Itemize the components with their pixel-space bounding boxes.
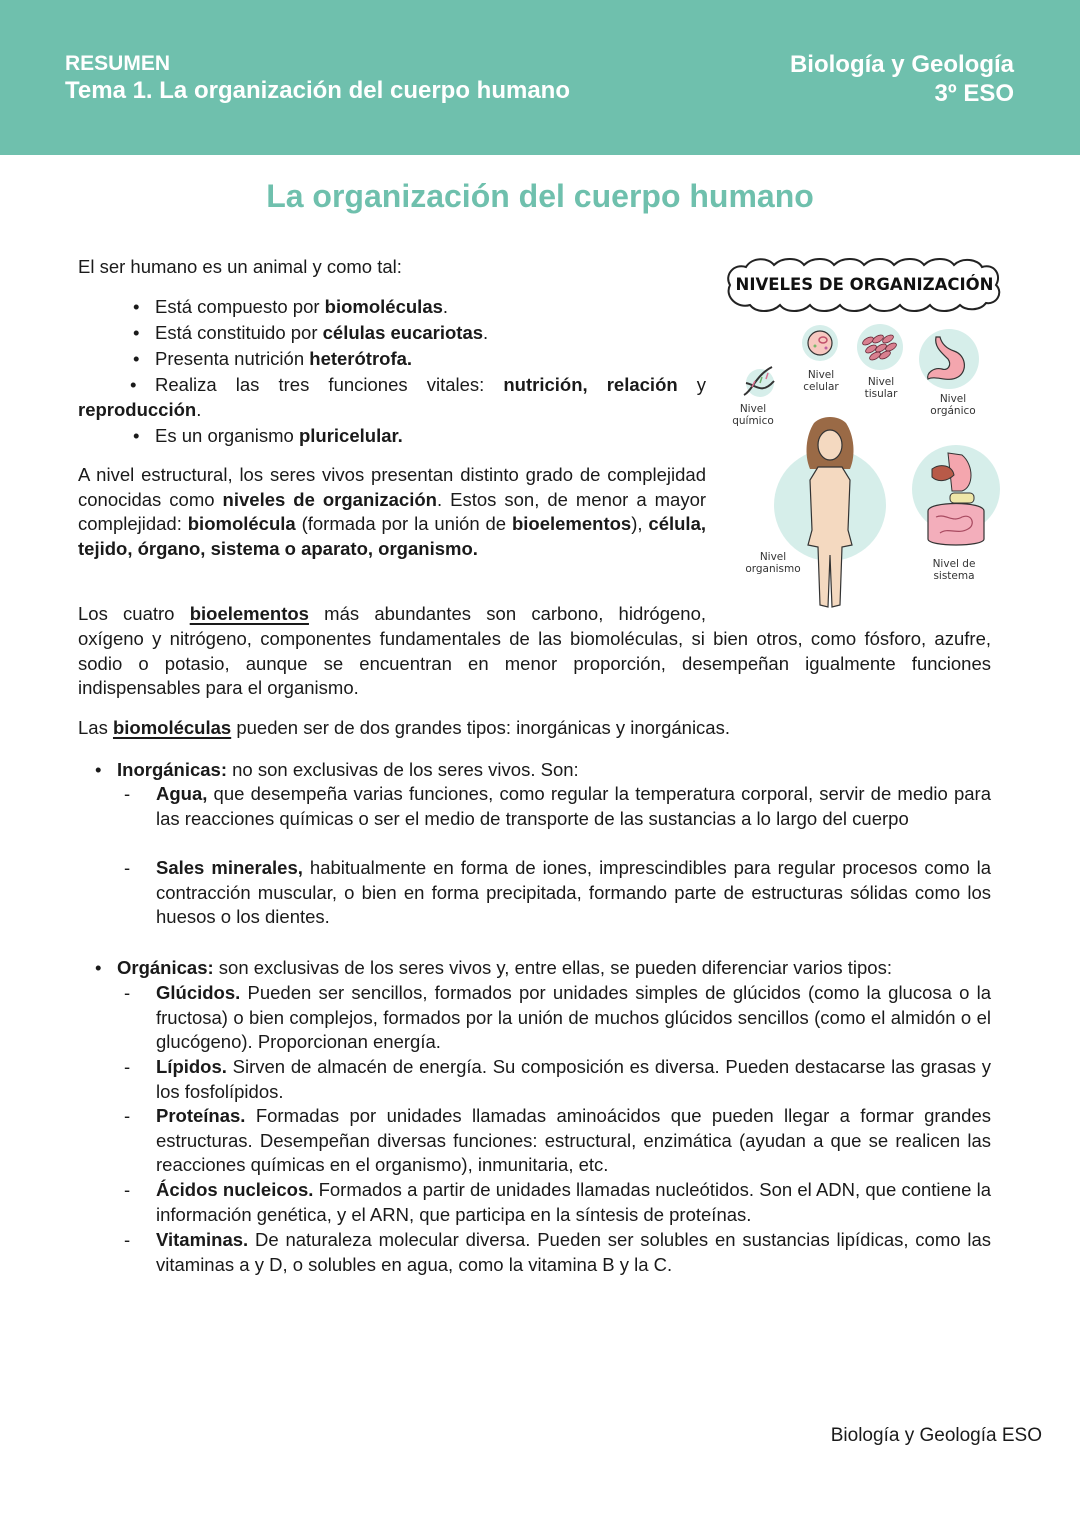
para-underlined: biomoléculas (112, 717, 232, 738)
intro-bullet (78, 373, 706, 422)
item-text: que desempeña varias funciones, como regular la temperatura corporal, servir de medio para las reacciones químicas o ser el medio de transporte de las sustancias a lo largo del cuerpo (156, 783, 991, 829)
bullet-text: Presenta nutrición (155, 348, 310, 369)
item-text: Sirven de almacén de energía. Su composición es diversa. Pueden destacarse las grasas y los fosfolípidos. (156, 1056, 991, 1102)
para-text: Los cuatro (78, 603, 190, 624)
para-bold: bioelementos (511, 513, 632, 535)
level-line: Nivel de (932, 558, 976, 570)
level-label-organismo (738, 551, 808, 575)
level-label-tisular (854, 376, 908, 400)
intro-bullet (155, 295, 448, 320)
header-right (790, 50, 1014, 108)
level-line: Nivel (807, 369, 835, 381)
level-line: tisular (864, 388, 898, 400)
para-text: ), (631, 513, 649, 535)
page-title: La organización del cuerpo humano (266, 178, 814, 214)
header-subject: Biología y Geología (789, 51, 1014, 78)
item-text: Formadas por unidades llamadas aminoácidos que pueden llegar a formar grandes estructuras. Desempeñan diversas funciones: estructural, enzimática (ayudan a que se realicen las reacciones químicas en el organismo), inmunitaria, etc. (156, 1105, 991, 1176)
inorganic-heading (117, 758, 579, 783)
bullet-text: . (196, 398, 202, 420)
bullet-text: y (677, 374, 707, 395)
level-line: Nivel (867, 376, 895, 388)
level-line: orgánico (930, 405, 976, 417)
page-footer: Biología y Geología ESO (830, 1425, 1042, 1446)
item-bold: Ácidos nucleicos. (156, 1179, 314, 1200)
header-banner (0, 0, 1080, 155)
para-bold: célula, tejido, órgano, sistema o aparato, organismo. (78, 513, 706, 559)
item-bold: Agua, (156, 783, 208, 804)
section-bold: Orgánicas: (117, 957, 214, 978)
bullet-bold: células eucariotas (322, 322, 484, 343)
section-text: son exclusivas de los seres vivos y, entre ellas, se pueden diferenciar varios tipos: (213, 957, 892, 978)
organic-item (156, 1104, 991, 1178)
organic-item (156, 981, 991, 1055)
item-text: Formados a partir de unidades llamadas nucleótidos. Son el ADN, que contiene la información genética, y el ARN, que participa en la síntesis de proteínas. (156, 1179, 991, 1225)
para-bold: biomolécula (187, 513, 296, 535)
header-left (65, 52, 570, 106)
item-bold: Lípidos. (156, 1056, 227, 1077)
para-bold: niveles de organización (222, 488, 437, 510)
bullet-text: . (442, 296, 449, 317)
biomolecules-paragraph (78, 716, 730, 741)
bullet-text: Está constituido por (155, 322, 323, 343)
bullet-dot: • (130, 374, 137, 395)
level-line: celular (803, 381, 839, 393)
levels-paragraph (78, 463, 706, 561)
level-label-sistema (922, 558, 986, 582)
para-underlined: bioelementos (189, 603, 309, 624)
para-text: Las (78, 717, 113, 738)
bullet-bold: nutrición, relación (503, 374, 678, 395)
bullet-bold: heterótrofa. (309, 348, 413, 369)
header-grade: 3º ESO (934, 80, 1014, 107)
level-line: químico (732, 415, 774, 427)
para-text: (formada por la unión de (295, 513, 512, 535)
header-topic: Tema 1. La organización del cuerpo humano (65, 77, 570, 104)
item-text: Pueden ser sencillos, formados por unidades simples de glúcidos (como la glucosa o la fructosa) o bien complejos, formados por la unión de muchos glúcidos sencillos (como el almidón o el glucógeno). Proporcionan energía. (156, 982, 991, 1053)
item-text: De naturaleza molecular diversa. Pueden ser solubles en sustancias lipídicas, como las vitaminas a y D, o solubles en agua, como la vitamina B y la C. (156, 1229, 991, 1275)
bullet-text: Realiza las tres funciones vitales: (155, 374, 504, 395)
intestine-icon (928, 504, 984, 546)
header-label: RESUMEN (65, 52, 171, 75)
intro-bullet (155, 321, 488, 346)
para-text: pueden ser de dos grandes tipos: inorgánicas y inorgánicas. (231, 717, 730, 738)
item-bold: Glúcidos. (156, 982, 241, 1003)
organic-item (156, 1228, 991, 1277)
body-icon (808, 467, 852, 607)
level-line: Nivel (759, 551, 787, 563)
intro-bullet (155, 347, 412, 372)
level-line: Nivel (739, 403, 767, 415)
level-line: organismo (745, 563, 801, 575)
level-label-quimico (726, 403, 780, 427)
infographic-title: NIVELES DE ORGANIZACIÓN (735, 275, 994, 294)
levels-infographic (722, 255, 1007, 620)
item-bold: Vitaminas. (156, 1229, 249, 1250)
section-text: no son exclusivas de los seres vivos. Son: (227, 759, 579, 780)
cell-icon (808, 331, 832, 355)
bullet-text: Es un organismo (155, 425, 299, 446)
inorganic-item (156, 782, 991, 831)
item-text: habitualmente en forma de iones, imprescindibles para regular procesos como la contracción muscular, o bien en forma precipitada, formando parte de estructuras sólidas como los huesos o los dientes. (156, 857, 991, 928)
level-line: sistema (933, 570, 975, 582)
inorganic-item (156, 856, 991, 930)
intro-lead: El ser humano es un animal y como tal: (78, 256, 402, 277)
bioelements-paragraph: oxígeno y nitrógeno, componentes fundamentales de las biomoléculas, si bien otros, como fósforo, azufre, sodio o potasio, aunque se encuentran en menor proporción, desempeñan igualmente funciones indispensables para el organismo. (78, 628, 991, 699)
item-bold: Proteínas. (156, 1105, 246, 1126)
item-bold: Sales minerales, (156, 857, 303, 878)
section-bold: Inorgánicas: (117, 759, 227, 780)
level-label-organico (920, 393, 986, 417)
para-text: A nivel estructural, los seres vivos presentan distinto grado de complejidad conocidas como (78, 464, 706, 510)
bullet-text: Está compuesto por (155, 296, 325, 317)
organic-item (156, 1178, 991, 1227)
bioelements-line1 (78, 602, 706, 627)
bullet-bold: biomoléculas (324, 296, 443, 317)
level-label-celular (794, 369, 848, 393)
level-line: Nivel (939, 393, 967, 405)
face-icon (818, 430, 842, 460)
intro-bullet (155, 424, 403, 449)
organic-heading (117, 956, 892, 981)
bullet-bold: pluricelular. (298, 425, 403, 446)
bullet-text: . (483, 322, 489, 343)
para-text: más abundantes son carbono, hidrógeno, (308, 603, 706, 624)
para-text: . Estos son, de menor a mayor complejidad: (78, 488, 707, 535)
bullet-bold: reproducción (78, 398, 197, 420)
organic-item (156, 1055, 991, 1104)
